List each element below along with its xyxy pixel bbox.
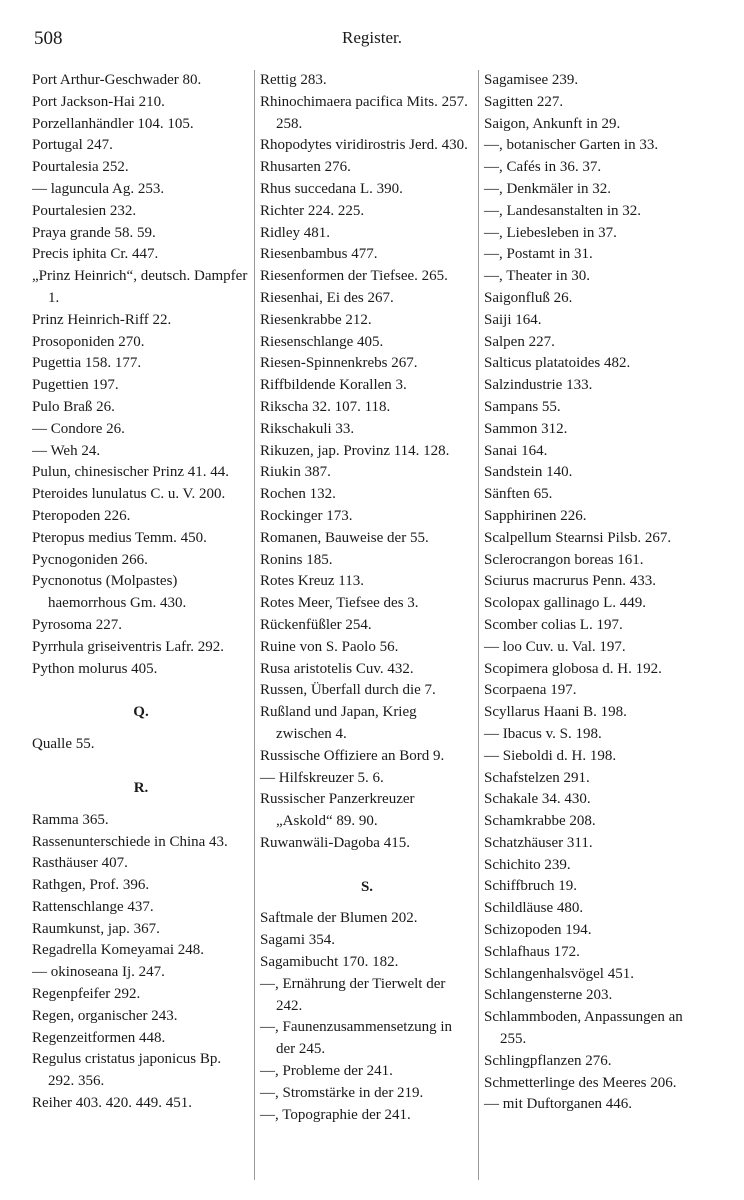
index-entry: Schatzhäuser 311. bbox=[484, 834, 593, 851]
index-entry: Schlangensterne 203. bbox=[484, 987, 613, 1004]
index-entry: Prosoponiden 270. bbox=[32, 333, 145, 350]
index-entry: Schlammboden, Anpassungen an 255. bbox=[484, 1009, 683, 1048]
index-entry: Sagitten 227. bbox=[484, 93, 564, 110]
index-entry: Pulun, chinesischer Prinz 41. 44. bbox=[32, 464, 230, 481]
index-entry: Qualle 55. bbox=[32, 736, 95, 753]
index-entry: Sänften 65. bbox=[484, 486, 553, 503]
index-entry: —, Stromstärke in der 219. bbox=[260, 1084, 424, 1101]
index-entry: Richter 224. 225. bbox=[260, 202, 365, 219]
section-q-entries bbox=[32, 734, 250, 756]
index-entry: —, Theater in 30. bbox=[484, 268, 590, 285]
index-entry: — Ibacus v. S. 198. bbox=[484, 725, 602, 742]
index-entry: Scalpellum Stearnsi Pilsb. 267. bbox=[484, 529, 672, 546]
index-entry: Sclerocrangon boreas 161. bbox=[484, 551, 644, 568]
index-entry: Rhusarten 276. bbox=[260, 159, 351, 176]
index-entry: Schiffbruch 19. bbox=[484, 878, 578, 895]
index-entry: Salzindustrie 133. bbox=[484, 377, 593, 394]
index-column-3 bbox=[478, 70, 712, 1180]
index-entry: Pulo Braß 26. bbox=[32, 398, 115, 415]
index-entry: Ruwanwäli-Dagoba 415. bbox=[260, 834, 410, 851]
index-entry: Rasthäuser 407. bbox=[32, 855, 128, 872]
index-entry: Pugettia 158. 177. bbox=[32, 355, 142, 372]
index-entry: Rathgen, Prof. 396. bbox=[32, 877, 150, 894]
index-entry: Regenzeitformen 448. bbox=[32, 1029, 166, 1046]
index-entry: Pyrosoma 227. bbox=[32, 616, 122, 633]
index-entry: Pourtalesia 252. bbox=[32, 159, 129, 176]
index-entry: Schichito 239. bbox=[484, 856, 571, 873]
page-header bbox=[34, 28, 710, 56]
index-entry: — Condore 26. bbox=[32, 420, 125, 437]
index-entry: Scopimera globosa d. H. 192. bbox=[484, 660, 662, 677]
index-entry: Saigon, Ankunft in 29. bbox=[484, 115, 621, 132]
index-entry: Pourtalesien 232. bbox=[32, 202, 137, 219]
index-entry: — mit Duftorganen 446. bbox=[484, 1096, 633, 1113]
index-entry: Rikscha 32. 107. 118. bbox=[260, 398, 391, 415]
index-entry: Rikuzen, jap. Provinz 114. 128. bbox=[260, 442, 450, 459]
index-entry: Rußland und Japan, Krieg zwischen 4. bbox=[260, 704, 417, 742]
index-entry: Rhopodytes viridirostris Jerd. 430. bbox=[260, 137, 468, 154]
index-entry: Ronins 185. bbox=[260, 551, 333, 568]
section-heading-s: S. bbox=[360, 878, 374, 895]
index-entry: Rochen 132. bbox=[260, 486, 336, 503]
index-entry: Precis iphita Cr. 447. bbox=[32, 246, 159, 263]
column-2-entries bbox=[260, 70, 474, 855]
index-entry: Pteropus medius Temm. 450. bbox=[32, 529, 207, 546]
index-entry: Riesenhai, Ei des 267. bbox=[260, 289, 394, 306]
index-entry: Rattenschlange 437. bbox=[32, 898, 154, 915]
index-entry: Pyrrhula griseiventris Lafr. 292. bbox=[32, 638, 225, 655]
index-entry: Reiher 403. 420. 449. 451. bbox=[32, 1095, 192, 1112]
index-entry: Sagamisee 239. bbox=[484, 72, 579, 88]
index-entry: Schizopoden 194. bbox=[484, 922, 592, 939]
index-entry: Romanen, Bauweise der 55. bbox=[260, 529, 429, 546]
index-entry: Salticus platatoides 482. bbox=[484, 355, 631, 372]
index-entry: Russische Offiziere an Bord 9. bbox=[260, 747, 445, 764]
index-entry: Schlangenhalsvögel 451. bbox=[484, 965, 634, 982]
index-entry: Rettig 283. bbox=[260, 72, 327, 88]
index-entry: Ramma 365. bbox=[32, 811, 109, 828]
index-entry: Rückenfüßler 254. bbox=[260, 616, 372, 633]
index-entry: —, Liebesleben in 37. bbox=[484, 224, 617, 241]
index-entry: Schakale 34. 430. bbox=[484, 791, 591, 808]
index-entry: Saftmale der Blumen 202. bbox=[260, 910, 418, 927]
index-column-1 bbox=[32, 70, 254, 1180]
index-entry: Schlafhaus 172. bbox=[484, 943, 580, 960]
index-entry: Sandstein 140. bbox=[484, 464, 573, 481]
index-entry: Sagamibucht 170. 182. bbox=[260, 954, 399, 971]
index-entry: Regenpfeifer 292. bbox=[32, 986, 141, 1003]
index-entry: —, botanischer Garten in 33. bbox=[484, 137, 659, 154]
index-column-2 bbox=[254, 70, 478, 1180]
index-entry: Sampans 55. bbox=[484, 398, 561, 415]
index-entry: —, Landesanstalten in 32. bbox=[484, 202, 642, 219]
index-columns bbox=[32, 70, 712, 1180]
index-entry: Sciurus macrurus Penn. 433. bbox=[484, 573, 657, 590]
index-entry: Scyllarus Haani B. 198. bbox=[484, 704, 627, 721]
section-s-entries bbox=[260, 908, 474, 1126]
index-entry: Riesenschlange 405. bbox=[260, 333, 384, 350]
index-entry: Riesenkrabbe 212. bbox=[260, 311, 372, 328]
index-entry: Riesenbambus 477. bbox=[260, 246, 378, 263]
index-entry: Porzellanhändler 104. 105. bbox=[32, 115, 194, 132]
index-entry: Scorpaena 197. bbox=[484, 682, 577, 699]
index-entry: Schildläuse 480. bbox=[484, 900, 584, 917]
index-entry: — Sieboldi d. H. 198. bbox=[484, 747, 617, 764]
index-entry: —, Probleme der 241. bbox=[260, 1063, 393, 1080]
index-entry: Sagami 354. bbox=[260, 932, 335, 949]
index-entry: Schamkrabbe 208. bbox=[484, 813, 596, 830]
index-entry: — laguncula Ag. 253. bbox=[32, 180, 165, 197]
index-entry: — okinoseana Ij. 247. bbox=[32, 964, 165, 981]
index-entry: Riukin 387. bbox=[260, 464, 331, 481]
index-entry: Sapphirinen 226. bbox=[484, 507, 587, 524]
running-title: Register. bbox=[342, 28, 402, 47]
index-entry: Ridley 481. bbox=[260, 224, 330, 241]
index-entry: — loo Cuv. u. Val. 197. bbox=[484, 638, 626, 655]
index-entry: Pugettien 197. bbox=[32, 377, 119, 394]
index-entry: Ruine von S. Paolo 56. bbox=[260, 638, 399, 655]
index-entry: Schlingpflanzen 276. bbox=[484, 1052, 612, 1069]
index-entry: — Hilfskreuzer 5. 6. bbox=[260, 769, 384, 786]
index-entry: Pycnonotus (Molpastes) haemorrhous Gm. 430. bbox=[32, 573, 187, 612]
index-entry: Russen, Überfall durch die 7. bbox=[260, 682, 436, 699]
index-entry: Saiji 164. bbox=[484, 311, 542, 328]
index-entry: Regulus cristatus japonicus Bp. 292. 356. bbox=[32, 1051, 222, 1090]
index-entry: Rotes Kreuz 113. bbox=[260, 573, 365, 590]
index-entry: Regen, organischer 243. bbox=[32, 1007, 178, 1024]
index-entry: Russischer Panzerkreuzer „Askold“ 89. 90. bbox=[260, 791, 415, 830]
index-entry: Pteroides lunulatus C. u. V. 200. bbox=[32, 486, 226, 503]
column-3-entries bbox=[484, 70, 712, 1116]
index-entry: Rotes Meer, Tiefsee des 3. bbox=[260, 595, 419, 612]
index-entry: —, Cafés in 36. 37. bbox=[484, 159, 602, 176]
index-entry: —, Postamt in 31. bbox=[484, 246, 593, 263]
index-entry: —, Denkmäler in 32. bbox=[484, 180, 612, 197]
index-entry: Pycnogoniden 266. bbox=[32, 551, 148, 568]
index-entry: Rhinochimaera pacifica Mits. 257. 258. bbox=[260, 93, 468, 132]
index-entry: Rassenunterschiede in China 43. bbox=[32, 833, 228, 850]
index-entry: —, Ernährung der Tierwelt der 242. bbox=[260, 975, 446, 1014]
section-r-entries bbox=[32, 810, 250, 1115]
index-entry: Python molurus 405. bbox=[32, 660, 158, 677]
index-entry: Rusa aristotelis Cuv. 432. bbox=[260, 660, 414, 677]
index-entry: Pteropoden 226. bbox=[32, 507, 131, 524]
index-entry: Rikschakuli 33. bbox=[260, 420, 355, 437]
index-entry: Schafstelzen 291. bbox=[484, 769, 590, 786]
index-entry: —, Topographie der 241. bbox=[260, 1106, 411, 1123]
index-entry: —, Faunenzusammensetzung in der 245. bbox=[260, 1019, 453, 1058]
index-entry: Riesenformen der Tiefsee. 265. bbox=[260, 268, 448, 285]
index-entry: Sanai 164. bbox=[484, 442, 548, 459]
column-1-entries bbox=[32, 70, 250, 680]
index-entry: Raumkunst, jap. 367. bbox=[32, 920, 160, 937]
index-entry: Schmetterlinge des Meeres 206. bbox=[484, 1074, 677, 1091]
index-entry: Port Arthur-Geschwader 80. bbox=[32, 72, 202, 88]
page-number: 508 bbox=[34, 28, 63, 49]
index-entry: Port Jackson-Hai 210. bbox=[32, 93, 165, 110]
index-entry: „Prinz Heinrich“, deutsch. Dampfer 1. bbox=[32, 268, 248, 306]
index-entry: — Weh 24. bbox=[32, 442, 101, 459]
index-entry: Riffbildende Korallen 3. bbox=[260, 377, 407, 394]
index-entry: Saigonfluß 26. bbox=[484, 289, 573, 306]
index-entry: Salpen 227. bbox=[484, 333, 555, 350]
index-entry: Portugal 247. bbox=[32, 137, 113, 154]
index-entry: Regadrella Komeyamai 248. bbox=[32, 942, 205, 959]
index-entry: Praya grande 58. 59. bbox=[32, 224, 156, 241]
index-entry: Scomber colias L. 197. bbox=[484, 616, 623, 633]
section-heading-q: Q. bbox=[133, 704, 149, 721]
index-entry: Prinz Heinrich-Riff 22. bbox=[32, 311, 172, 328]
index-entry: Scolopax gallinago L. 449. bbox=[484, 595, 647, 612]
section-heading-r: R. bbox=[133, 779, 149, 796]
index-entry: Riesen-Spinnenkrebs 267. bbox=[260, 355, 418, 372]
index-entry: Sammon 312. bbox=[484, 420, 568, 437]
index-entry: Rhus succedana L. 390. bbox=[260, 180, 403, 197]
index-entry: Rockinger 173. bbox=[260, 507, 353, 524]
